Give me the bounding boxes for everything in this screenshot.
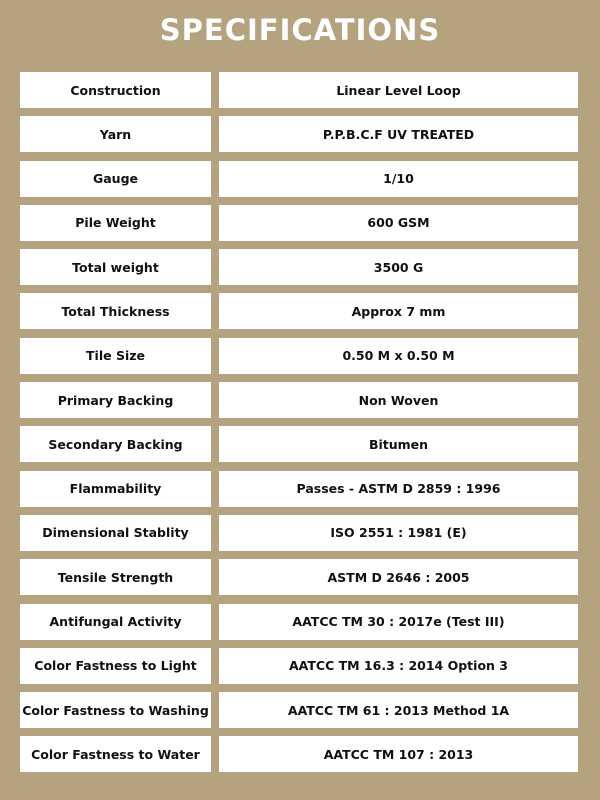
table-row [20, 293, 578, 329]
spec-value: Linear Level Loop [219, 72, 578, 108]
spec-label: Color Fastness to Washing [20, 692, 211, 728]
spec-label: Flammability [20, 471, 211, 507]
spec-label: Tile Size [20, 338, 211, 374]
spec-value: Bitumen [219, 426, 578, 462]
table-row [20, 515, 578, 551]
spec-value: 3500 G [219, 249, 578, 285]
table-row [20, 692, 578, 728]
spec-label: Gauge [20, 161, 211, 197]
table-row [20, 249, 578, 285]
table-row [20, 161, 578, 197]
spec-value: AATCC TM 107 : 2013 [219, 736, 578, 772]
table-row [20, 559, 578, 595]
spec-value: 0.50 M x 0.50 M [219, 338, 578, 374]
spec-value: AATCC TM 30 : 2017e (Test III) [219, 604, 578, 640]
spec-label: Color Fastness to Light [20, 648, 211, 684]
table-row [20, 205, 578, 241]
table-row [20, 471, 578, 507]
table-row [20, 736, 578, 772]
spec-value: Passes - ASTM D 2859 : 1996 [219, 471, 578, 507]
page-title: SPECIFICATIONS [159, 13, 441, 47]
spec-value: Non Woven [219, 382, 578, 418]
spec-value: 1/10 [219, 161, 578, 197]
table-row [20, 648, 578, 684]
spec-value: ISO 2551 : 1981 (E) [219, 515, 578, 551]
table-row [20, 382, 578, 418]
table-row [20, 116, 578, 152]
spec-label: Total Thickness [20, 293, 211, 329]
spec-value: P.P.B.C.F UV TREATED [219, 116, 578, 152]
spec-label: Antifungal Activity [20, 604, 211, 640]
table-row [20, 338, 578, 374]
spec-label: Pile Weight [20, 205, 211, 241]
spec-label: Color Fastness to Water [20, 736, 211, 772]
table-row [20, 426, 578, 462]
spec-label: Yarn [20, 116, 211, 152]
spec-label: Construction [20, 72, 211, 108]
specifications-table [20, 72, 578, 781]
spec-value: Approx 7 mm [219, 293, 578, 329]
spec-value: 600 GSM [219, 205, 578, 241]
spec-value: AATCC TM 16.3 : 2014 Option 3 [219, 648, 578, 684]
spec-label: Total weight [20, 249, 211, 285]
spec-label: Primary Backing [20, 382, 211, 418]
spec-label: Secondary Backing [20, 426, 211, 462]
table-row [20, 604, 578, 640]
table-row [20, 72, 578, 108]
spec-value: ASTM D 2646 : 2005 [219, 559, 578, 595]
spec-value: AATCC TM 61 : 2013 Method 1A [219, 692, 578, 728]
spec-label: Dimensional Stablity [20, 515, 211, 551]
spec-label: Tensile Strength [20, 559, 211, 595]
